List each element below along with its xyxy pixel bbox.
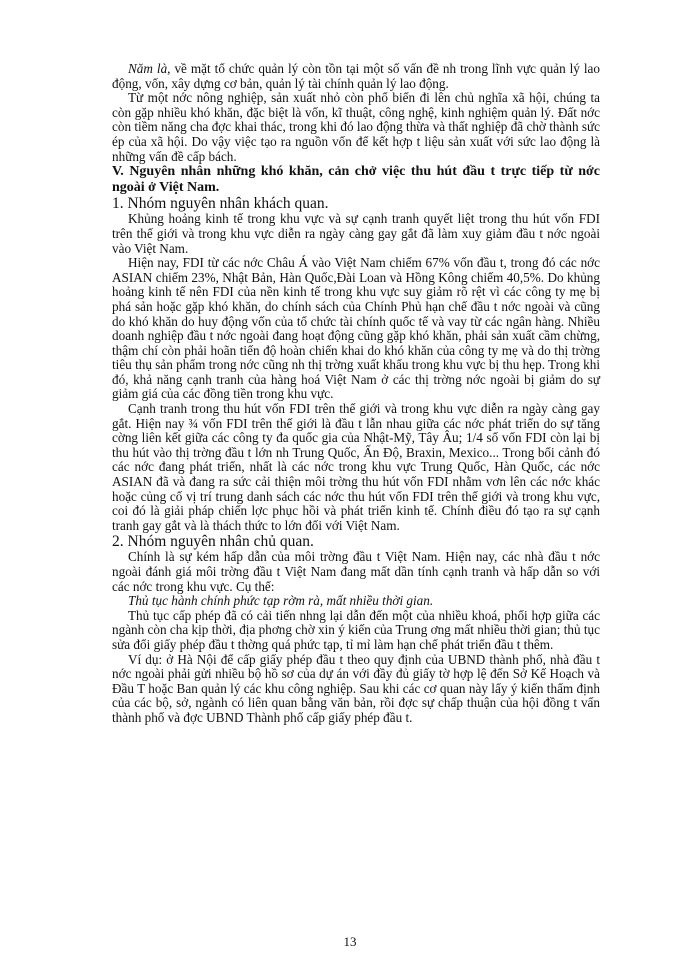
document-page <box>112 62 600 726</box>
page-number: 13 <box>343 934 357 949</box>
paragraph-khung-hoang: Khủng hoảng kinh tế trong khu vực và sự cạnh tranh quyết liệt trong thu hút vốn FDI trên thế giới và trong khu vực diễn ra ngày càng gay gắt đã làm xuy giảm đầu t nớc ngoài vào Việt Nam. <box>112 211 600 256</box>
lead-italic: Năm là, <box>128 61 171 76</box>
paragraph-fdi-chau-a: Hiện nay, FDI từ các nớc Châu Á vào Việt Nam chiếm 67% vốn đầu t, trong đó các nớc ASIAN chiếm 23%, Nhật Bản, Hàn Quốc,Đài Loan và Hồng Kông chiếm 40,5%. Do khủng hoảng kinh tế nên FDI của nền kinh tế trong khu vực suy giảm rõ rệt vì các công ty mẹ bị phá sản hoặc gặp khó khăn, do chính sách của Chính Phủ hạn chế đầu t nớc ngoài và cũng do khó khăn do huy động vốn của tổ chức tài chính quốc tế và vay từ các ngân hàng. Nhiều doanh nghiệp đầu t nớc ngoài đang hoạt động cũng gặp khó khăn, phải sản xuất cầm chừng, thậm chí còn phải hoãn tiến độ hoàn chiến khai do khó khăn của công ty mẹ và do thị trờng tiêu thụ sản phẩm trong nớc cũng nh thị trờng xuất khẩu trong khu vực bị thu hẹp. Trong khi đó, khả năng cạnh tranh của hàng hoá Việt Nam ở các thị trờng nớc ngoài bị giảm do sự giảm giá của các đồng tiền trong khu vực. <box>112 255 600 402</box>
paragraph-nong-nghiep: Từ một nớc nông nghiệp, sản xuất nhỏ còn phổ biến đi lên chủ nghĩa xã hội, chúng ta còn gặp nhiều khó khăn, đặc biệt là vốn, kĩ thuật, công nghệ, kinh nghiệm quản lý. Đất nớc còn tiềm năng cha đợc khai thác, trong khi đó lao động thừa và thất nghiệp đã chờ thành sức ép của xã hội. Do vậy việc tạo ra nguồn vốn để kết hợp t liệu sản xuất với sức lao động là những vấn đề cấp bách. <box>112 90 600 164</box>
paragraph-text: về mặt tổ chức quản lý còn tồn tại một số vấn đề nh trong lĩnh vực quản lý lao động, vốn, xây dựng cơ bản, quản lý tài chính quản lý lao động. <box>112 61 601 91</box>
paragraph-moi-truong: Chính là sự kém hấp dẫn của môi trờng đầu t Việt Nam. Hiện nay, các nhà đầu t nớc ngoài đánh giá môi trờng đầu t Việt Nam đang mất dần tính cạnh tranh và hấp dẫn so với các nớc trong khu vực. Cụ thể: <box>112 549 600 594</box>
paragraph-nam-la <box>112 62 600 91</box>
paragraph-thu-tuc-italic: Thủ tục hành chính phức tạp rờm rà, mất nhiều thời gian. <box>128 593 434 609</box>
subheading-objective-causes: 1. Nhóm nguyên nhân khách quan. <box>112 195 329 213</box>
paragraph-vi-du: Ví dụ: ở Hà Nội để cấp giấy phép đầu t theo quy định của UBND thành phố, nhà đầu t nớc ngoài phải gửi nhiều bộ hồ sơ của dự án với đầy đủ giấy tờ hợp lệ đến Sở Kế Hoạch và Đầu T hoặc Ban quản lý các khu công nghiệp. Sau khi các cơ quan này lấy ý kiến thẩm định của các bộ, sở, ngành có liên quan bằng văn bản, rồi đợc sự chấp thuận của hội đồng t vấn thành phố và đợc UBND Thành phố cấp giấy phép đầu t. <box>112 651 600 725</box>
section-heading-v: V. Nguyên nhân những khó khăn, cản chở việc thu hút đầu t trực tiếp từ nớc ngoài ở Việt Nam. <box>112 164 600 195</box>
subheading-subjective-causes: 2. Nhóm nguyên nhân chủ quan. <box>112 533 314 551</box>
paragraph-canh-tranh: Cạnh tranh trong thu hút vốn FDI trên thế giới và trong khu vực diễn ra ngày càng gay gắt. Hiện nay ¾ vốn FDI trên thế giới là đầu t lẫn nhau giữa các nớc phát triển do sự tăng cờng liên kết giữa các công ty đa quốc gia của Nhật-Mỹ, Tây Âu; 1/4 số vốn FDI còn lại bị thu hút vào thị trờng đầu t lớn nh Trung Quốc, Ấn Độ, Braxin, Mexico... Trong bối cảnh đó các nớc đang phát triển, nhất là các nớc trong khu vực Trung Quốc, Hàn Quốc, các nớc ASIAN đã và đang ra sức cải thiện môi trờng thu hút vốn FDI nhằm vơn lên các nớc khác hoặc củng cố vị trí trung danh sách các nớc thu hút vốn FDI trên thế giới và trong khu vực, coi đó là giải pháp chiến lợc phục hồi và phát triển kinh tế. Chính điều đó tạo ra sự cạnh tranh gay gắt và là thách thức to lớn đối với Việt Nam. <box>112 401 600 533</box>
paragraph-cap-phep: Thủ tục cấp phép đã có cải tiến nhng lại dẫn đến một của nhiều khoá, phối hợp giữa các ngành còn cha kịp thời, địa phơng chờ xin ý kiến của Trung ơng mất nhiều thời gian; thủ tục sửa đổi giấy phép đầu t thờng quá phức tạp, tỉ mỉ làm hạn chế phát triển đầu t thêm. <box>112 607 600 652</box>
